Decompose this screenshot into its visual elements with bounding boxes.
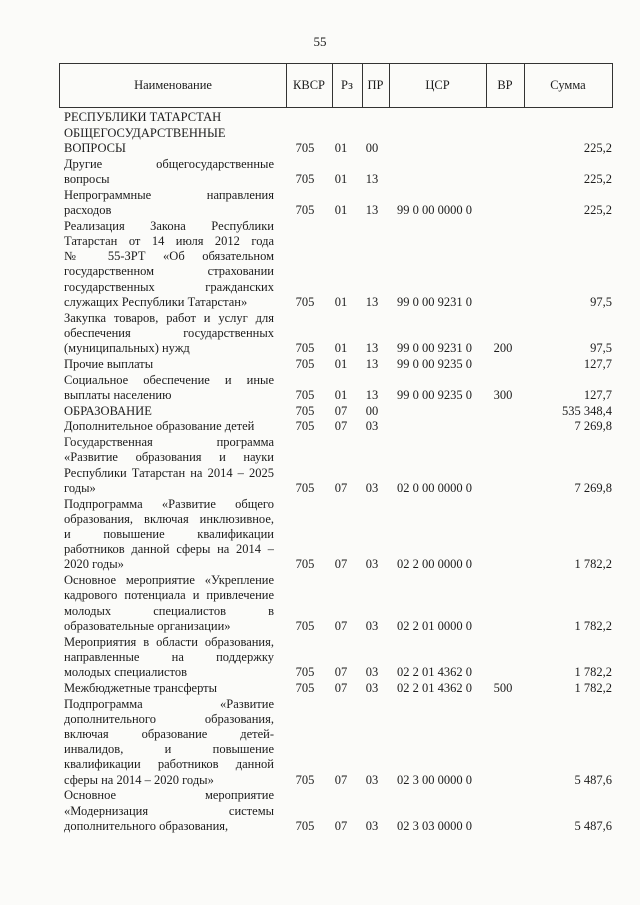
- cell-csr: 99 0 00 9231 0: [397, 340, 472, 355]
- table-row: [0, 435, 640, 496]
- cell-sum: 535 348,4: [562, 403, 612, 418]
- cell-kvsr: 705: [295, 419, 315, 434]
- row-name-line: государственном страховании: [64, 264, 274, 279]
- cell-rz: 07: [334, 419, 348, 434]
- cell-kvsr: 705: [295, 387, 315, 402]
- row-name-line: инвалидов, и повышение: [64, 742, 274, 757]
- row-name-line: № 55-ЗРТ «Об обязательном: [64, 249, 274, 264]
- row-name: [64, 435, 274, 496]
- header-name: Наименование: [134, 78, 212, 92]
- cell-csr: 02 2 01 4362 0: [397, 664, 472, 679]
- cell-csr: 02 2 01 0000 0: [397, 618, 472, 633]
- cell-sum: 1 782,2: [574, 618, 612, 633]
- cell-pr: 03: [365, 557, 379, 572]
- row-name: [64, 419, 274, 434]
- row-name-line: кадрового потенциала и привлечение: [64, 588, 274, 603]
- cell-pr: 13: [365, 171, 379, 186]
- row-name-line: направленные на поддержку: [64, 649, 274, 664]
- cell-sum: 225,2: [583, 140, 612, 155]
- row-name-line: Межбюджетные трансферты: [64, 680, 218, 695]
- cell-kvsr: 705: [295, 618, 315, 633]
- cell-sum: 225,2: [583, 202, 612, 217]
- row-name: [64, 788, 274, 834]
- cell-rz: 07: [334, 680, 348, 695]
- cell-rz: 07: [334, 618, 348, 633]
- cell-kvsr: 705: [295, 294, 315, 309]
- row-name-line: «Развитие образования и науки: [64, 450, 274, 465]
- row-name-line: и повышение квалификации: [64, 527, 274, 541]
- table-row: [0, 126, 640, 156]
- cell-kvsr: 705: [295, 202, 315, 217]
- cell-pr: 03: [365, 480, 379, 495]
- cell-vr: 200: [493, 340, 513, 355]
- row-name-line: Татарстан от 14 июля 2012 года: [64, 234, 274, 248]
- cell-pr: 03: [365, 664, 379, 679]
- cell-kvsr: 705: [295, 664, 315, 679]
- header-kvsr: КВСР: [293, 78, 325, 92]
- cell-kvsr: 705: [295, 403, 315, 418]
- row-name-line: квалификации работников данной: [64, 757, 274, 772]
- cell-kvsr: 705: [295, 140, 315, 155]
- row-name-line: «Модернизация системы: [64, 803, 274, 818]
- row-name-line: Мероприятия в области образования,: [64, 634, 274, 649]
- row-name-line: расходов: [64, 203, 112, 217]
- row-name-line: Прочие выплаты: [64, 356, 154, 371]
- cell-kvsr: 705: [295, 356, 315, 371]
- cell-sum: 225,2: [583, 171, 612, 186]
- cell-kvsr: 705: [295, 171, 315, 186]
- cell-csr: 02 3 03 0000 0: [397, 818, 472, 833]
- cell-kvsr: 705: [295, 480, 315, 495]
- cell-pr: 13: [365, 356, 379, 371]
- cell-pr: 00: [365, 403, 379, 418]
- row-name-line: Закупка товаров, работ и услуг для: [64, 310, 274, 325]
- row-name: [64, 373, 274, 403]
- cell-pr: 13: [365, 387, 379, 402]
- cell-rz: 01: [334, 171, 348, 186]
- row-name: [64, 188, 274, 218]
- row-name-line: ОБРАЗОВАНИЕ: [64, 403, 152, 418]
- row-name-line: образовательные организации»: [64, 618, 231, 633]
- table-row: [0, 357, 640, 372]
- cell-rz: 01: [334, 202, 348, 217]
- row-name: [64, 157, 274, 187]
- cell-sum: 5 487,6: [574, 772, 612, 787]
- cell-rz: 01: [334, 340, 348, 355]
- cell-rz: 01: [334, 294, 348, 309]
- table-row: [0, 373, 640, 403]
- row-name-line: Реализация Закона Республики: [64, 218, 274, 233]
- row-name-line: молодых специалистов: [64, 665, 188, 679]
- row-name-line: Государственная программа: [64, 435, 274, 450]
- cell-csr: 02 0 00 0000 0: [397, 480, 472, 495]
- row-name: [64, 219, 274, 310]
- cell-pr: 13: [365, 294, 379, 309]
- cell-pr: 00: [365, 140, 379, 155]
- row-name-line: Основное мероприятие «Укрепление: [64, 573, 274, 588]
- cell-kvsr: 705: [295, 680, 315, 695]
- cell-vr: 300: [493, 387, 513, 402]
- cell-sum: 7 269,8: [574, 419, 612, 434]
- table-row: [0, 635, 640, 681]
- row-name-line: ВОПРОСЫ: [64, 141, 126, 155]
- cell-sum: 1 782,2: [574, 680, 612, 695]
- row-name-line: Основное мероприятие: [64, 788, 274, 803]
- row-name: [64, 311, 274, 357]
- table-header: [59, 63, 613, 108]
- cell-pr: 03: [365, 818, 379, 833]
- row-name-line: годы»: [64, 480, 96, 495]
- row-name-line: выплаты населению: [64, 387, 172, 402]
- table-row: [0, 219, 640, 310]
- cell-rz: 01: [334, 356, 348, 371]
- cell-rz: 01: [334, 140, 348, 155]
- table-row: [0, 157, 640, 187]
- cell-sum: 97,5: [590, 294, 612, 309]
- cell-sum: 127,7: [583, 387, 612, 402]
- cell-rz: 07: [334, 818, 348, 833]
- header-pr: ПР: [367, 78, 384, 92]
- cell-csr: 02 2 01 4362 0: [397, 680, 472, 695]
- cell-pr: 13: [365, 340, 379, 355]
- row-name-line: Республики Татарстан на 2014 – 2025: [64, 465, 274, 480]
- table-row: [0, 188, 640, 218]
- row-name: [64, 357, 274, 372]
- row-name-line: Подпрограмма «Развитие: [64, 696, 274, 711]
- cell-sum: 1 782,2: [574, 664, 612, 679]
- cell-sum: 97,5: [590, 340, 612, 355]
- table-row: [0, 311, 640, 357]
- table-row: [0, 788, 640, 834]
- cell-pr: 03: [365, 419, 379, 434]
- cell-rz: 07: [334, 664, 348, 679]
- page-number: 55: [313, 34, 327, 49]
- cell-kvsr: 705: [295, 557, 315, 572]
- row-name-line: Дополнительное образование детей: [64, 419, 255, 434]
- cell-rz: 07: [334, 403, 348, 418]
- cell-kvsr: 705: [295, 818, 315, 833]
- row-name-line: включая образование детей-: [64, 727, 274, 741]
- row-name: [64, 126, 274, 156]
- row-name: [64, 404, 274, 419]
- cell-pr: 13: [365, 202, 379, 217]
- row-name-line: Непрограммные направления: [64, 187, 274, 202]
- cell-csr: 99 0 00 9235 0: [397, 387, 472, 402]
- row-name-line: 2020 годы»: [64, 557, 124, 572]
- cell-rz: 01: [334, 387, 348, 402]
- row-name-line: государственных гражданских: [64, 279, 274, 294]
- row-name-line: дополнительного образования,: [64, 711, 274, 726]
- row-name-line: молодых специалистов в: [64, 603, 274, 618]
- row-name-line: обеспечения государственных: [64, 325, 274, 340]
- cell-csr: 02 2 00 0000 0: [397, 557, 472, 572]
- cell-sum: 1 782,2: [574, 557, 612, 572]
- header-vr: ВР: [497, 78, 513, 92]
- header-rz: Рз: [341, 78, 353, 92]
- row-name-line: Подпрограмма «Развитие общего: [64, 496, 274, 511]
- cell-csr: 02 3 00 0000 0: [397, 772, 472, 787]
- cell-sum: 7 269,8: [574, 480, 612, 495]
- cell-sum: 5 487,6: [574, 818, 612, 833]
- row-name-line: вопросы: [64, 172, 110, 186]
- row-name-line: ОБЩЕГОСУДАРСТВЕННЫЕ: [64, 125, 226, 140]
- cell-rz: 07: [334, 772, 348, 787]
- row-name: [64, 635, 274, 681]
- table-row: [0, 681, 640, 696]
- table-row: [0, 497, 640, 573]
- row-name-line: образования, включая инклюзивное,: [64, 511, 274, 526]
- row-name-line: РЕСПУБЛИКИ ТАТАРСТАН: [64, 110, 222, 124]
- row-name: [64, 110, 274, 125]
- table-row: [0, 419, 640, 434]
- cell-rz: 07: [334, 480, 348, 495]
- table-row: [0, 110, 640, 125]
- cell-rz: 07: [334, 557, 348, 572]
- table-row: [0, 573, 640, 634]
- table-row: [0, 697, 640, 788]
- cell-pr: 03: [365, 772, 379, 787]
- header-csr: ЦСР: [425, 78, 450, 92]
- header-sum: Сумма: [550, 78, 586, 92]
- row-name-line: Социальное обеспечение и иные: [64, 372, 274, 387]
- row-name-line: работников данной сферы на 2014 –: [64, 542, 274, 557]
- cell-vr: 500: [493, 680, 513, 695]
- cell-csr: 99 0 00 9231 0: [397, 294, 472, 309]
- row-name: [64, 697, 274, 788]
- row-name: [64, 573, 274, 634]
- cell-pr: 03: [365, 680, 379, 695]
- row-name: [64, 681, 274, 696]
- row-name: [64, 497, 274, 573]
- cell-kvsr: 705: [295, 772, 315, 787]
- table-row: [0, 404, 640, 419]
- row-name-line: сферы на 2014 – 2020 годы»: [64, 772, 214, 787]
- cell-pr: 03: [365, 618, 379, 633]
- row-name-line: дополнительного образования,: [64, 818, 229, 833]
- cell-csr: 99 0 00 9235 0: [397, 356, 472, 371]
- cell-kvsr: 705: [295, 340, 315, 355]
- cell-sum: 127,7: [583, 356, 612, 371]
- row-name-line: (муниципальных) нужд: [64, 341, 190, 355]
- row-name-line: служащих Республики Татарстан»: [64, 294, 248, 309]
- cell-csr: 99 0 00 0000 0: [397, 202, 472, 217]
- row-name-line: Другие общегосударственные: [64, 156, 274, 171]
